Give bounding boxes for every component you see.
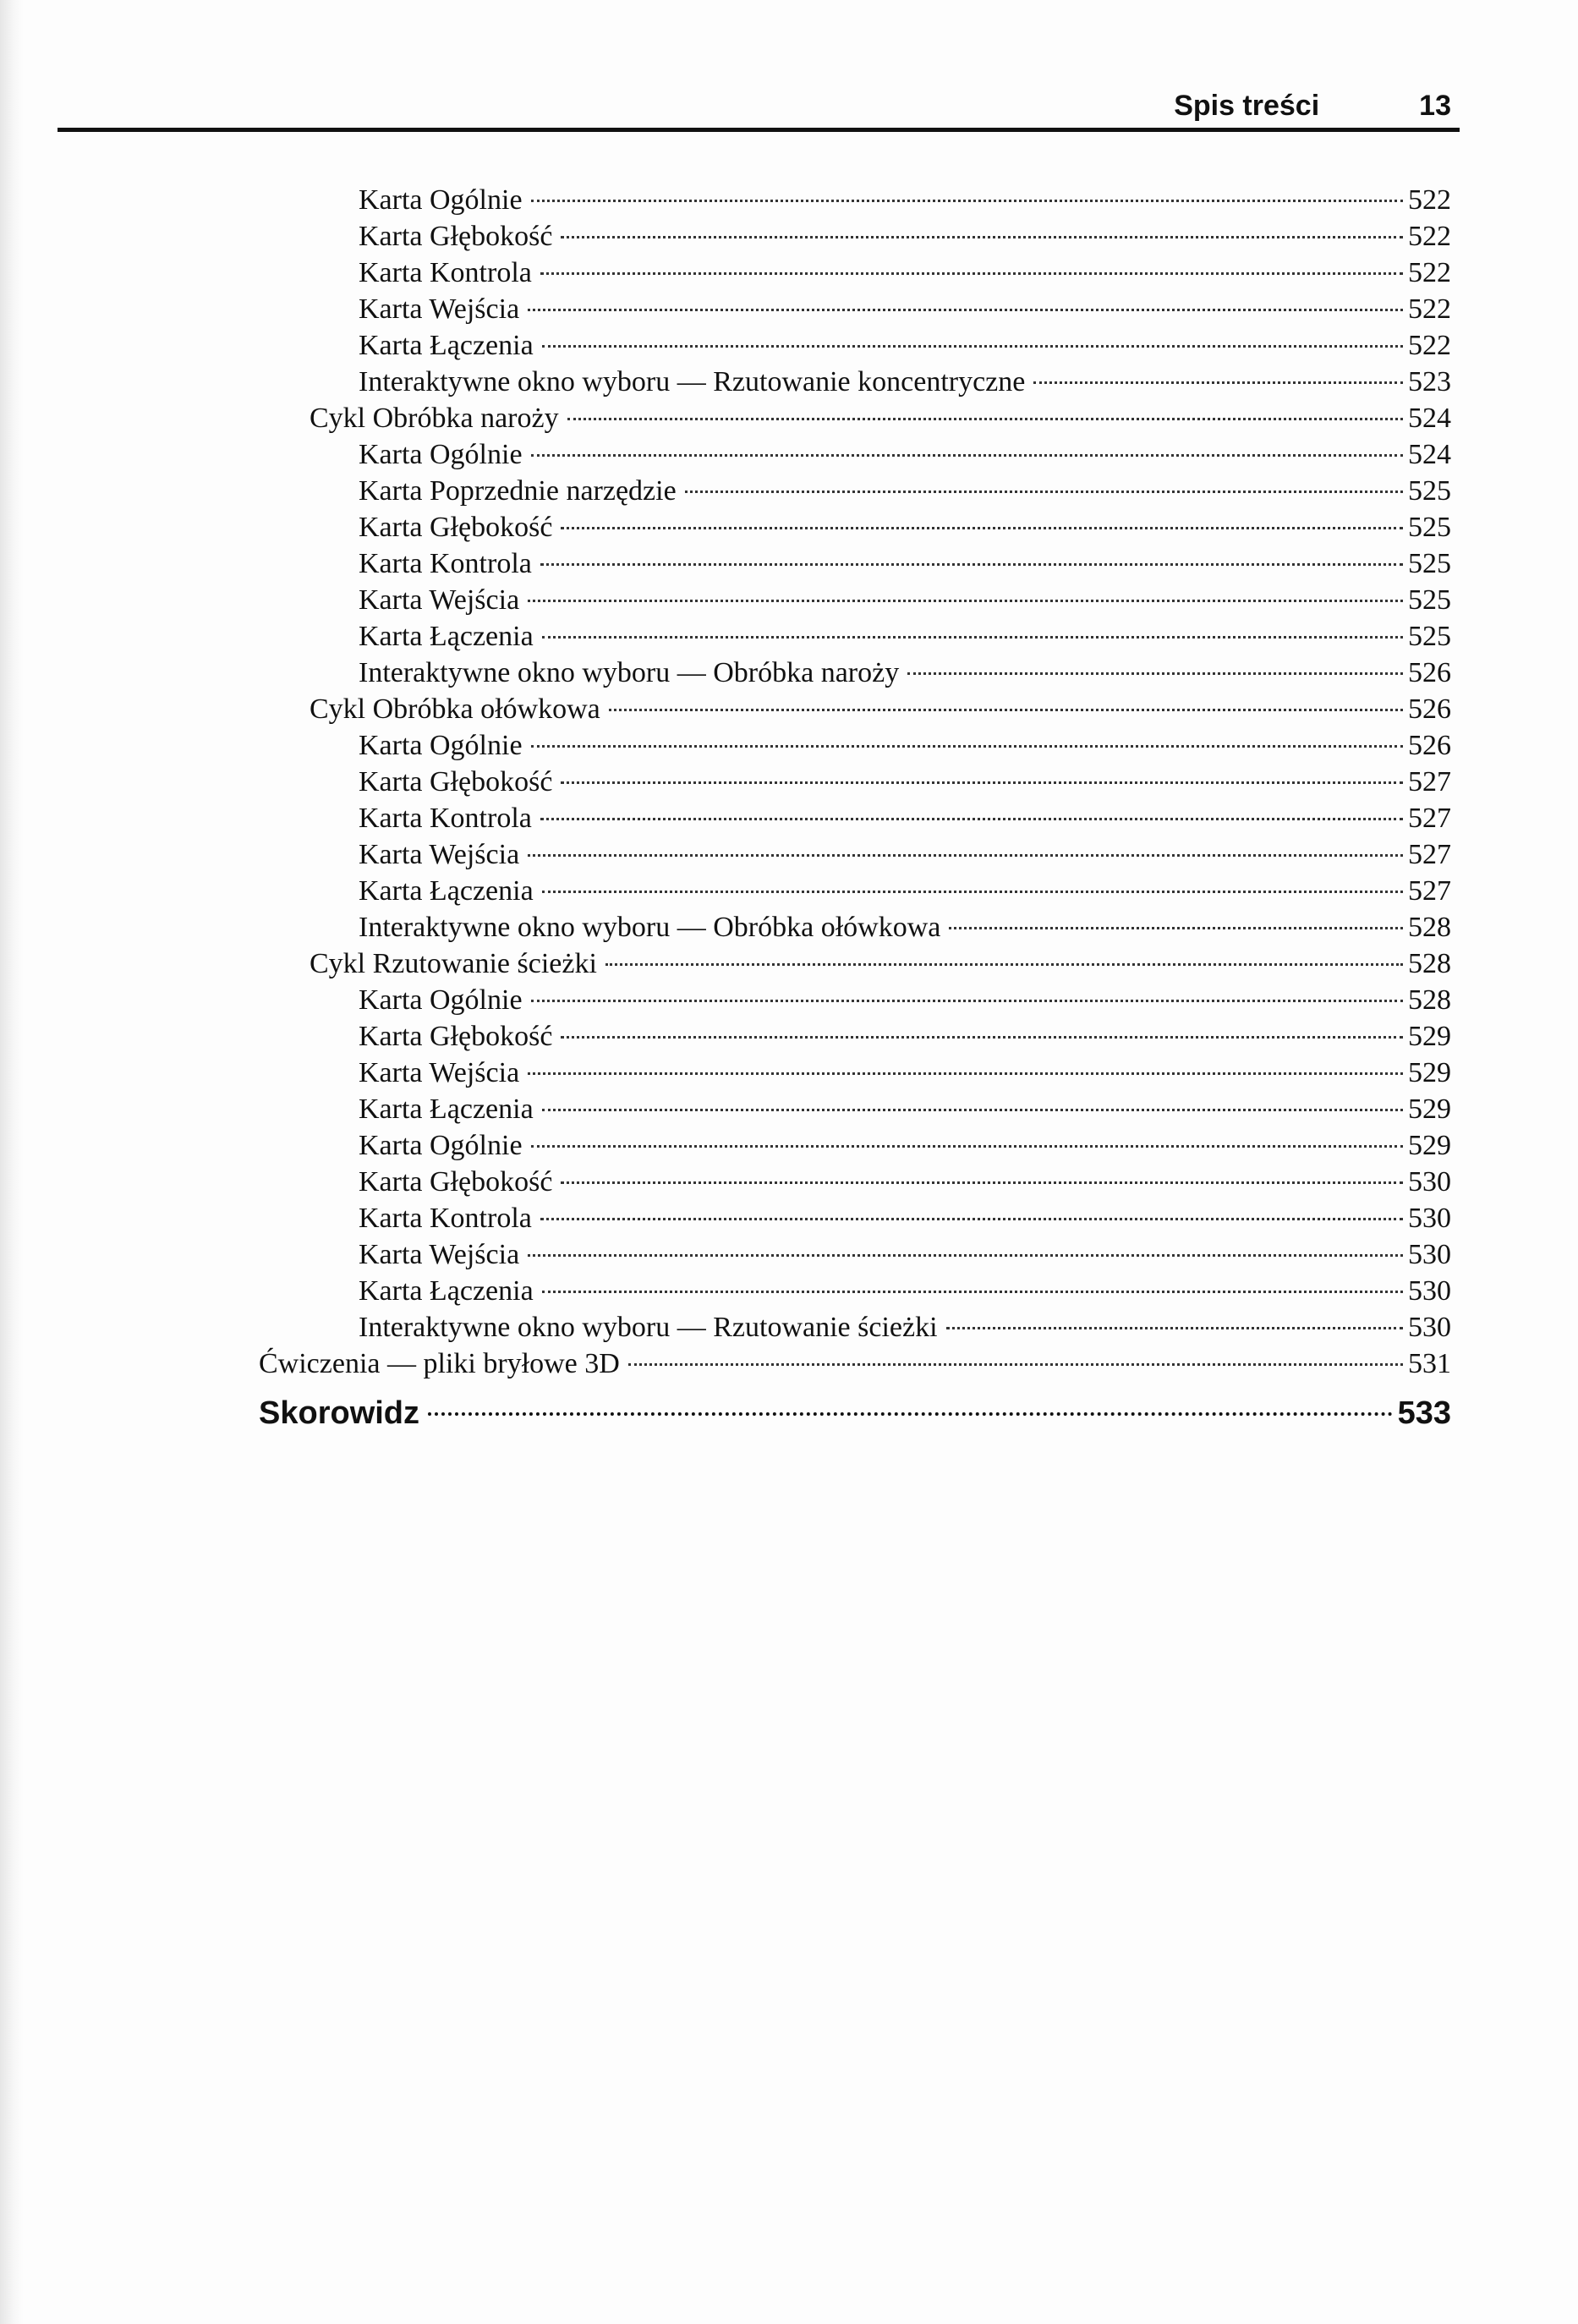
- toc-entry-label: Karta Głębokość: [359, 1021, 553, 1052]
- toc-entry-page: 526: [1408, 730, 1451, 761]
- section-title: Spis treści: [1174, 90, 1320, 122]
- toc-entry-page: 528: [1408, 984, 1451, 1016]
- dot-leader: [949, 927, 1403, 929]
- toc-entry[interactable]: [259, 727, 1460, 764]
- dot-leader: [946, 1327, 1403, 1329]
- dot-leader: [540, 272, 1403, 275]
- toc-entry-label: Karta Wejścia: [359, 1239, 520, 1270]
- toc-entry[interactable]: [259, 1309, 1460, 1346]
- toc-entry-label: Karta Poprzednie narzędzie: [359, 475, 677, 507]
- dot-leader: [428, 1412, 1393, 1416]
- toc-entry[interactable]: [259, 400, 1460, 436]
- toc-entry[interactable]: [259, 1018, 1460, 1055]
- toc-entry-page: 529: [1408, 1130, 1451, 1161]
- toc-entry-label: Interaktywne okno wyboru — Rzutowanie koncentryczne: [359, 366, 1026, 397]
- dot-leader: [528, 1254, 1403, 1257]
- toc-entry-label: Interaktywne okno wyboru — Rzutowanie ścieżki: [359, 1312, 938, 1343]
- toc-entry-label: Karta Kontrola: [359, 1203, 532, 1234]
- dot-leader: [542, 1109, 1403, 1111]
- dot-leader: [907, 672, 1403, 675]
- toc-entry[interactable]: [259, 618, 1460, 655]
- toc-entry-page: 530: [1408, 1166, 1451, 1198]
- toc-entry[interactable]: [259, 691, 1460, 727]
- dot-leader: [685, 491, 1403, 493]
- toc-entry[interactable]: [259, 873, 1460, 909]
- toc-entry-label: Karta Ogólnie: [359, 184, 523, 216]
- toc-entry-label: Karta Głębokość: [359, 766, 553, 798]
- dot-leader: [628, 1363, 1403, 1366]
- toc-entry-label: Karta Ogólnie: [359, 1130, 523, 1161]
- toc-entry-page: 529: [1408, 1093, 1451, 1125]
- toc-entry[interactable]: [259, 182, 1460, 218]
- toc-entry-page: 527: [1408, 766, 1451, 798]
- toc-entry-label: Karta Łączenia: [359, 875, 534, 907]
- toc-entry-page: 526: [1408, 693, 1451, 725]
- toc-entry[interactable]: [259, 1055, 1460, 1091]
- toc-entry[interactable]: [259, 218, 1460, 255]
- dot-leader: [561, 527, 1403, 529]
- toc-entry-label: Karta Głębokość: [359, 1166, 553, 1198]
- dot-leader: [540, 563, 1403, 566]
- toc-entry-page: 526: [1408, 657, 1451, 688]
- toc-entry-page: 527: [1408, 803, 1451, 834]
- toc-entry-page: 527: [1408, 875, 1451, 907]
- dot-leader: [531, 200, 1403, 202]
- toc-entry-label: Karta Głębokość: [359, 512, 553, 543]
- toc-entry-page: 525: [1408, 512, 1451, 543]
- toc-entry-page: 531: [1408, 1348, 1451, 1379]
- dot-leader: [540, 1218, 1403, 1220]
- dot-leader: [605, 963, 1403, 966]
- dot-leader: [561, 781, 1403, 784]
- toc-entry-label: Karta Ogólnie: [359, 439, 523, 470]
- toc-entry-label: Karta Ogólnie: [359, 984, 523, 1016]
- toc-entry[interactable]: [259, 1273, 1460, 1309]
- dot-leader: [567, 418, 1403, 420]
- dot-leader: [1033, 381, 1403, 384]
- dot-leader: [531, 745, 1403, 748]
- toc-entry[interactable]: [259, 1200, 1460, 1236]
- toc-entry-page: 529: [1408, 1057, 1451, 1088]
- toc-entry-label: Karta Wejścia: [359, 293, 520, 325]
- dot-leader: [561, 236, 1403, 238]
- dot-leader: [542, 636, 1403, 639]
- toc-entry-page: 525: [1408, 584, 1451, 616]
- toc-entry-label: Skorowidz: [259, 1395, 420, 1431]
- toc-entry-label: Karta Wejścia: [359, 584, 520, 616]
- toc-entry[interactable]: [259, 1236, 1460, 1273]
- toc-entry[interactable]: [259, 255, 1460, 291]
- toc-entry[interactable]: [259, 436, 1460, 473]
- dot-leader: [531, 1000, 1403, 1002]
- toc-entry[interactable]: [259, 800, 1460, 836]
- toc-entry[interactable]: [259, 945, 1460, 982]
- page-number: 13: [1419, 90, 1451, 122]
- dot-leader: [542, 891, 1403, 893]
- toc-entry[interactable]: [259, 327, 1460, 364]
- toc-entry[interactable]: [259, 582, 1460, 618]
- toc-entry-label: Karta Łączenia: [359, 330, 534, 361]
- toc-entry[interactable]: [259, 509, 1460, 545]
- toc-entry-page: 528: [1408, 948, 1451, 979]
- toc-entry-label: Cykl Obróbka naroży: [310, 403, 559, 434]
- toc-entry-page: 522: [1408, 330, 1451, 361]
- table-of-contents: [259, 182, 1460, 1436]
- toc-entry[interactable]: [259, 473, 1460, 509]
- dot-leader: [542, 1291, 1403, 1293]
- toc-entry-page: 530: [1408, 1312, 1451, 1343]
- toc-entry-page: 528: [1408, 912, 1451, 943]
- toc-entry[interactable]: [259, 545, 1460, 582]
- toc-entry-label: Ćwiczenia — pliki bryłowe 3D: [259, 1348, 620, 1379]
- dot-leader: [609, 709, 1403, 711]
- toc-entry[interactable]: [259, 364, 1460, 400]
- toc-entry-page: 522: [1408, 184, 1451, 216]
- toc-entry-page: 530: [1408, 1203, 1451, 1234]
- toc-entry-label: Interaktywne okno wyboru — Obróbka ołówkowa: [359, 912, 941, 943]
- toc-entry-major[interactable]: [259, 1395, 1460, 1436]
- toc-entry[interactable]: [259, 1164, 1460, 1200]
- toc-entry[interactable]: [259, 1127, 1460, 1164]
- toc-entry-label: Karta Kontrola: [359, 803, 532, 834]
- dot-leader: [528, 600, 1403, 602]
- toc-entry-label: Karta Łączenia: [359, 1275, 534, 1307]
- toc-entry-page: 524: [1408, 439, 1451, 470]
- toc-entry-label: Karta Wejścia: [359, 1057, 520, 1088]
- toc-entry[interactable]: [259, 836, 1460, 873]
- toc-entry-label: Karta Wejścia: [359, 839, 520, 870]
- scan-edge-shadow: [0, 0, 24, 2324]
- dot-leader: [540, 818, 1403, 820]
- toc-entry[interactable]: [259, 291, 1460, 327]
- dot-leader: [528, 1072, 1403, 1075]
- toc-entry[interactable]: [259, 909, 1460, 945]
- running-header: [58, 85, 1460, 132]
- toc-entry-label: Karta Kontrola: [359, 548, 532, 579]
- toc-entry-page: 530: [1408, 1239, 1451, 1270]
- toc-entry-page: 524: [1408, 403, 1451, 434]
- toc-entry-page: 522: [1408, 293, 1451, 325]
- dot-leader: [542, 345, 1403, 348]
- toc-entry-label: Karta Łączenia: [359, 621, 534, 652]
- toc-entry-page: 530: [1408, 1275, 1451, 1307]
- toc-entry[interactable]: [259, 982, 1460, 1018]
- dot-leader: [531, 1145, 1403, 1148]
- toc-entry-page: 525: [1408, 475, 1451, 507]
- dot-leader: [528, 854, 1403, 857]
- toc-entry-label: Cykl Obróbka ołówkowa: [310, 693, 600, 725]
- toc-entry-label: Karta Kontrola: [359, 257, 532, 288]
- toc-entry-page: 522: [1408, 257, 1451, 288]
- toc-entry-label: Karta Ogólnie: [359, 730, 523, 761]
- toc-entry-label: Karta Głębokość: [359, 221, 553, 252]
- dot-leader: [561, 1036, 1403, 1039]
- toc-entry[interactable]: [259, 1091, 1460, 1127]
- toc-entry[interactable]: [259, 655, 1460, 691]
- toc-entry-page: 533: [1397, 1395, 1451, 1431]
- toc-entry[interactable]: [259, 1346, 1460, 1382]
- toc-entry[interactable]: [259, 764, 1460, 800]
- toc-entry-page: 525: [1408, 621, 1451, 652]
- dot-leader: [531, 454, 1403, 457]
- dot-leader: [561, 1181, 1403, 1184]
- toc-entry-page: 529: [1408, 1021, 1451, 1052]
- dot-leader: [528, 309, 1403, 311]
- toc-entry-page: 523: [1408, 366, 1451, 397]
- toc-entry-page: 525: [1408, 548, 1451, 579]
- toc-entry-label: Interaktywne okno wyboru — Obróbka naroży: [359, 657, 900, 688]
- toc-entry-page: 522: [1408, 221, 1451, 252]
- toc-entry-page: 527: [1408, 839, 1451, 870]
- toc-entry-label: Cykl Rzutowanie ścieżki: [310, 948, 597, 979]
- toc-entry-label: Karta Łączenia: [359, 1093, 534, 1125]
